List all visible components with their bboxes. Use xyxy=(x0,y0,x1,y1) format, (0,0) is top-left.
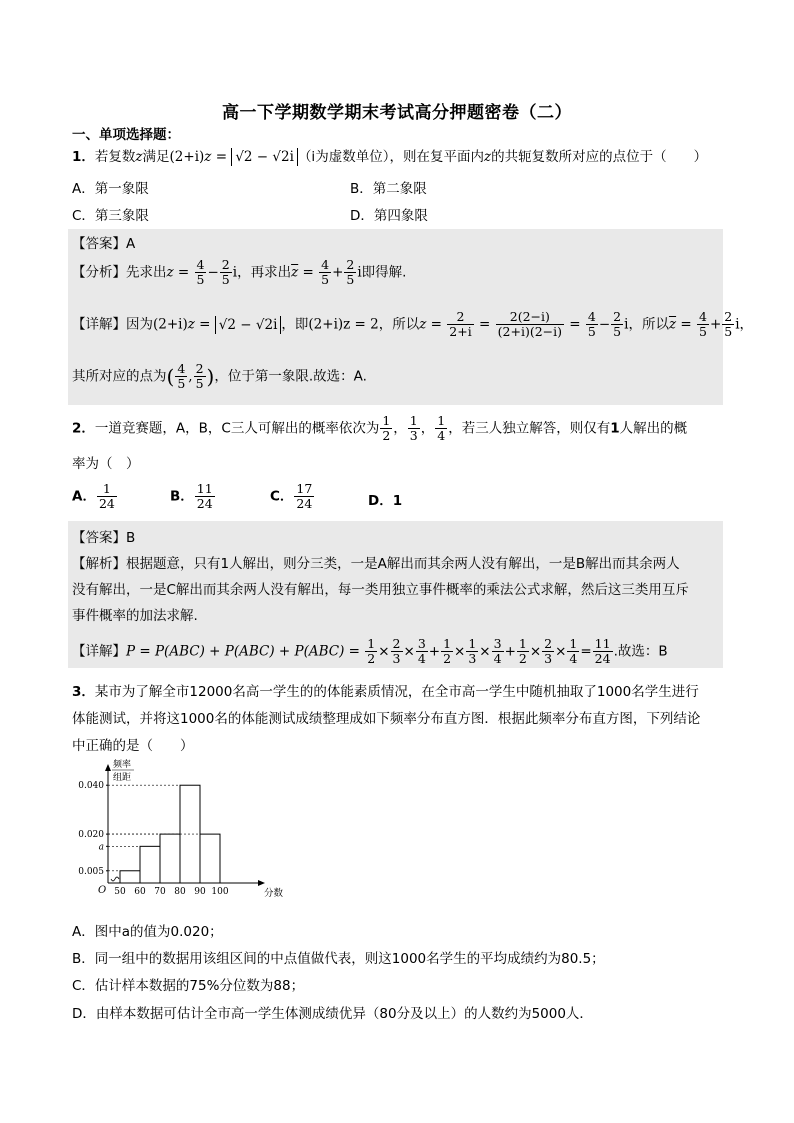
q3-stem-1: 3．某市为了解全市12000名高一学生的的体能素质情况，在全市高一学生中随机抽取了1000名学生进行 xyxy=(72,684,699,700)
q2-answer: 【答案】B xyxy=(72,530,136,546)
x-tick-label: 60 xyxy=(134,887,146,897)
y-tick-label: 0.020 xyxy=(78,830,104,841)
y-label-top: 频率 xyxy=(113,760,132,770)
q1-var: z xyxy=(483,149,492,165)
q1-text: （i为虚数单位），则在复平面内 xyxy=(297,149,484,165)
histogram-bar xyxy=(200,834,220,883)
q1-detail: 【详解】因为(2+i)z = √2 − √2i ，即(2+i)z = 2，所以z = $\frac{2}{2+i}$ = $\frac{2(2-i)}{(2+i)(2-i)}$ = $\frac{4}{5}$ − $\frac{2}{5}$ i，所以$\overline{z}$ = $\frac{4}{5}$ + $\frac{2}{5}$ i， xyxy=(72,309,754,339)
y-tick-label: 0.005 xyxy=(78,866,104,877)
q1-text: 若复数 xyxy=(94,149,136,165)
histogram-bar xyxy=(160,834,180,883)
y-label-bottom: 组距 xyxy=(113,773,132,783)
q1-detail-2: 其所对应的点为( $\frac{4}{5}$ , $\frac{2}{5}$ )，位于第一象限.故选：A. xyxy=(72,361,367,391)
x-tick-label: 100 xyxy=(211,887,229,897)
q3-option-b: B．同一组中的数据用该组区间的中点值做代表，则这1000名学生的平均成绩约为80.5； xyxy=(72,951,605,967)
q2-option-a: A． $\frac{1}{24}$ xyxy=(72,481,115,511)
q1-number: 1． xyxy=(72,149,95,165)
q1-analysis: 【分析】先求出z = $\frac{4}{5}$ − $\frac{2}{5}$ i，再求出$\overline{z}$ = $\frac{4}{5}$ + $\frac{2}{5}$ i即得解. xyxy=(72,257,407,287)
q1-var: z xyxy=(204,149,212,165)
x-tick-label: 50 xyxy=(114,887,126,897)
x-axis-arrow xyxy=(258,880,265,886)
x-label: 分数 xyxy=(264,888,284,899)
y-axis-arrow xyxy=(105,764,111,771)
q2-stem: 2．一道竞赛题，A，B，C三人可解出的概率依次为 $\frac{1}{2}$ ， $\frac{1}{3}$ ， $\frac{1}{4}$ ，若三人独立解答，则仅有1人解出的概 xyxy=(72,413,688,443)
histogram-bar xyxy=(120,871,140,883)
histogram-bar xyxy=(140,846,160,883)
q3-stem-2: 体能测试，并将这1000名的体能测试成绩整理成如下频率分布直方图．根据此频率分布直方图，下列结论 xyxy=(72,711,701,727)
page-title: 高一下学期数学期末考试高分押题密卷（二） xyxy=(222,103,572,123)
q1-option-a: A．第一象限 xyxy=(72,181,149,197)
q3-option-a: A．图中a的值为0.020； xyxy=(72,924,223,940)
section-heading: 一、单项选择题： xyxy=(72,127,180,143)
origin-label: O xyxy=(98,885,107,896)
q3-stem-3: 中正确的是（ ） xyxy=(72,738,194,754)
q1-stem: 1．若复数z满足(2+i)z = √2 − √2i （i为虚数单位），则在复平面内z的共轭复数所对应的点位于（ ） xyxy=(72,149,708,165)
q2-stem-2: 率为（ ） xyxy=(72,456,140,472)
axis-break xyxy=(111,877,119,881)
x-tick-label: 70 xyxy=(154,887,166,897)
q2-analysis-2: 没有解出，一是C解出而其余两人没有解出，每一类用独立事件概率的乘法公式求解，然后这三类用互斥 xyxy=(72,582,689,598)
q1-text: 的共轭复数所对应的点位于（ ） xyxy=(491,149,708,165)
q2-detail: 【详解】P = P(ABC) + P(ABC) + P(ABC) = $\frac{1}{2}$ × $\frac{2}{3}$ × $\frac{3}{4}$ + $\frac{1}{2}$ × $\frac{1}{3}$ × $\frac{3}{4}$ + $\frac{1}{2}$ × $\frac{2}{3}$ × $\frac{1}{4}$ = $\frac{11}{24}$ .故选：B xyxy=(72,636,668,666)
y-tick-label: 0.040 xyxy=(78,781,104,792)
q1-eq: (2+i) xyxy=(169,149,205,165)
frequency-histogram xyxy=(68,755,284,915)
q2-analysis-3: 事件概率的加法求解. xyxy=(72,608,198,624)
q3-option-d: D．由样本数据可估计全市高一学生体测成绩优异（80分及以上）的人数约为5000人． xyxy=(72,1006,593,1022)
q1-option-b: B．第二象限 xyxy=(350,181,427,197)
x-tick-label: 80 xyxy=(174,887,186,897)
q1-option-d: D．第四象限 xyxy=(350,208,428,224)
q2-option-c: C． $\frac{17}{24}$ xyxy=(270,481,313,511)
q2-option-b: B． $\frac{11}{24}$ xyxy=(170,481,213,511)
x-tick-label: 90 xyxy=(194,887,206,897)
q1-text: 满足 xyxy=(142,149,170,165)
q3-option-c: C．估计样本数据的75%分位数为88； xyxy=(72,978,305,994)
q2-analysis-1: 【解析】根据题意，只有1人解出，则分三类，一是A解出而其余两人没有解出，一是B解出而其余两人 xyxy=(72,556,680,572)
q1-answer: 【答案】A xyxy=(72,236,136,252)
q2-option-d: D．1 xyxy=(368,493,403,509)
q1-abs: √2 − √2i xyxy=(231,148,298,166)
y-tick-label: a xyxy=(98,842,104,853)
q1-var: z xyxy=(135,149,143,165)
q1-option-c: C．第三象限 xyxy=(72,208,149,224)
